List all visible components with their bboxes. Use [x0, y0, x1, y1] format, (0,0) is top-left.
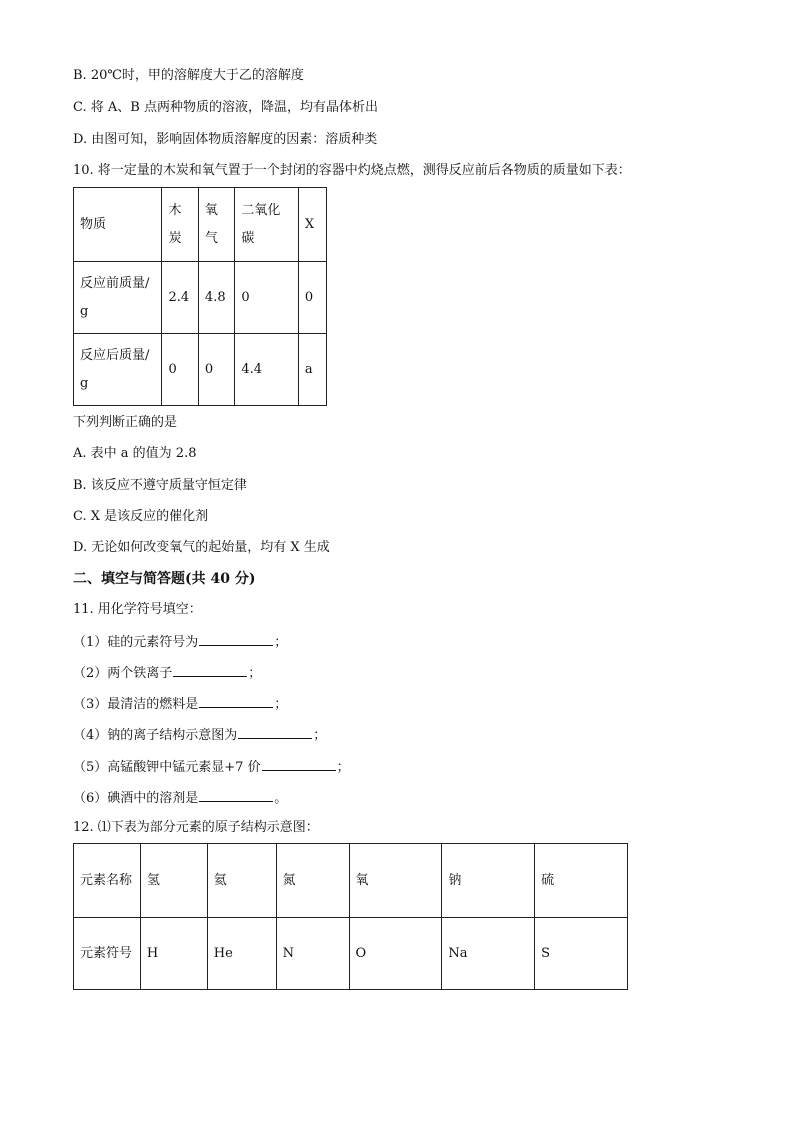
table-cell: 0 [298, 262, 326, 334]
table-cell: 氮 [276, 844, 349, 918]
q11-item-1 [73, 633, 287, 652]
q12-stem: 12. ⑴下表为部分元素的原子结构示意图： [73, 820, 319, 835]
table-row [74, 918, 628, 990]
table-cell: 元素符号 [74, 918, 141, 990]
table-cell: 硫 [535, 844, 628, 918]
table-cell: a [298, 334, 326, 406]
q11-item-text: （2）两个铁离子 [73, 666, 173, 681]
q11-item-2 [73, 664, 261, 683]
table-cell: H [140, 918, 207, 990]
table-cell: He [207, 918, 276, 990]
table-cell: O [349, 918, 442, 990]
q11-item-text: （5）高锰酸钾中锰元素显+7 价 [73, 760, 261, 775]
q11-item-end: ； [336, 760, 350, 775]
option-d-prev: D. 由图可知，影响固体物质溶解度的因素：溶质种类 [73, 132, 378, 147]
table-cell: 4.4 [235, 334, 299, 406]
q11-item-4 [73, 726, 326, 745]
table-cell: 反应前质量/g [74, 262, 162, 334]
table-cell: 反应后质量/g [74, 334, 162, 406]
answer-blank[interactable] [199, 789, 273, 802]
table-cell: 2.4 [162, 262, 198, 334]
table-cell: 钠 [442, 844, 535, 918]
option-b-prev: B. 20℃时，甲的溶解度大于乙的溶解度 [73, 68, 304, 83]
q10-stem: 10. 将一定量的木炭和氧气置于一个封闭的容器中灼烧点燃，测得反应前后各物质的质量如下表： [73, 163, 631, 178]
table-cell: 氧 [349, 844, 442, 918]
q11-item-end: ； [313, 728, 327, 743]
table-cell: 木炭 [162, 188, 198, 262]
table-cell: Na [442, 918, 535, 990]
q10-option-d: D. 无论如何改变氧气的起始量，均有 X 生成 [73, 540, 330, 555]
q11-item-end: 。 [274, 791, 288, 806]
table-row [74, 188, 327, 262]
q10-question: 下列判断正确的是 [73, 415, 178, 430]
q10-mass-table [73, 187, 327, 406]
table-row [74, 844, 628, 918]
table-cell: N [276, 918, 349, 990]
table-row [74, 262, 327, 334]
q11-stem: 11. 用化学符号填空： [73, 602, 202, 617]
table-cell: 二氧化碳 [235, 188, 299, 262]
table-cell: 0 [198, 334, 234, 406]
q11-item-end: ； [274, 697, 288, 712]
q11-item-end: ； [248, 666, 262, 681]
table-cell: X [298, 188, 326, 262]
table-cell: 4.8 [198, 262, 234, 334]
table-cell: 元素名称 [74, 844, 141, 918]
answer-blank[interactable] [199, 633, 273, 646]
table-cell: 氧气 [198, 188, 234, 262]
q12-element-table [73, 843, 628, 990]
answer-blank[interactable] [238, 726, 312, 739]
q11-item-3 [73, 695, 287, 714]
q11-item-end: ； [274, 635, 288, 650]
table-cell: 氦 [207, 844, 276, 918]
answer-blank[interactable] [262, 758, 336, 771]
table-cell: 0 [235, 262, 299, 334]
table-cell: S [535, 918, 628, 990]
section-title: 二、填空与简答题(共 40 分) [73, 571, 256, 587]
q10-option-c: C. X 是该反应的催化剂 [73, 509, 209, 524]
table-cell: 物质 [74, 188, 162, 262]
q10-option-a: A. 表中 a 的值为 2.8 [73, 446, 197, 461]
answer-blank[interactable] [173, 664, 247, 677]
q11-item-5 [73, 758, 350, 777]
answer-blank[interactable] [199, 695, 273, 708]
table-cell: 氢 [140, 844, 207, 918]
q11-item-text: （4）钠的离子结构示意图为 [73, 728, 238, 743]
q11-item-text: （3）最清洁的燃料是 [73, 697, 199, 712]
table-row [74, 334, 327, 406]
q10-option-b: B. 该反应不遵守质量守恒定律 [73, 478, 247, 493]
table-cell: 0 [162, 334, 198, 406]
option-c-prev: C. 将 A、B 点两种物质的溶液，降温，均有晶体析出 [73, 100, 378, 115]
q11-item-text: （1）硅的元素符号为 [73, 635, 199, 650]
q11-item-text: （6）碘酒中的溶剂是 [73, 791, 199, 806]
q11-item-6 [73, 789, 287, 808]
